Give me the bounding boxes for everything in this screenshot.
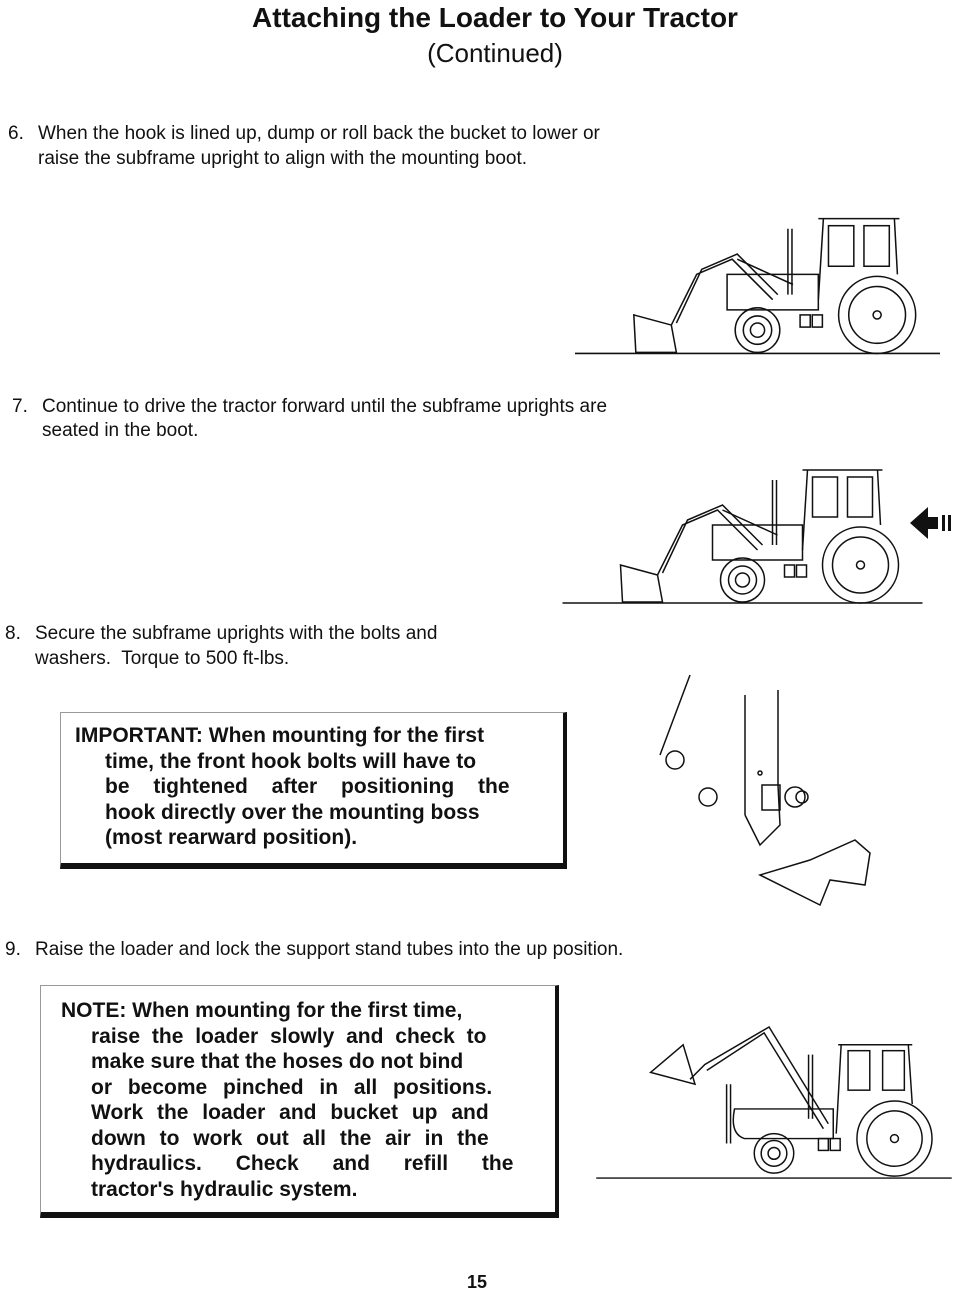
arrow-left-icon: [910, 505, 954, 541]
step-7: [12, 395, 712, 445]
step-9: [5, 938, 725, 966]
step-number: 7.: [12, 396, 28, 417]
note-line: tractor's hydraulic system.: [91, 1177, 358, 1201]
important-callout: [60, 712, 567, 869]
step-text: seated in the boot.: [42, 420, 199, 441]
step-6: [8, 122, 708, 172]
important-line: time, the front hook bolts will have to: [105, 749, 477, 773]
step-text: Raise the loader and lock the support stand tubes into the up position.: [35, 939, 624, 960]
page-subtitle: (Continued): [427, 38, 563, 68]
tractor-seated-in-boot-figure: [560, 465, 925, 605]
step-number: 8.: [5, 623, 21, 644]
note-line: NOTE: When mounting for the first time,: [61, 999, 463, 1022]
page-number: 15: [466, 1272, 488, 1292]
step-number: 6.: [8, 123, 24, 144]
important-line: IMPORTANT: When mounting for the first: [75, 724, 485, 747]
note-line: make sure that the hoses do not bind: [91, 1050, 464, 1073]
note-line: raise the loader slowly and check to: [91, 1024, 487, 1048]
tractor-bucket-lowered-figure: [575, 212, 940, 357]
note-line: or become pinched in all positions.: [91, 1075, 493, 1099]
step-text: Continue to drive the tractor forward until the subframe uprights are: [42, 396, 608, 417]
important-line: be tightened after positioning the: [105, 775, 510, 798]
note-line: Work the loader and bucket up and: [91, 1101, 489, 1124]
note-callout: [40, 985, 559, 1218]
step-8: [5, 622, 525, 672]
note-line: down to work out all the air in the: [91, 1126, 489, 1150]
step-text: Secure the subframe uprights with the bolts and: [35, 623, 438, 644]
important-line: (most rearward position).: [105, 826, 358, 849]
step-number: 9.: [5, 939, 21, 960]
step-text: washers. Torque to 500 ft-lbs.: [35, 648, 290, 669]
note-line: hydraulics. Check and refill the: [91, 1152, 514, 1175]
hook-and-boss-detail-figure: [650, 675, 880, 915]
tractor-loader-raised-figure: [595, 1025, 953, 1183]
important-line: hook directly over the mounting boss: [105, 800, 480, 824]
step-text: When the hook is lined up, dump or roll back the bucket to lower or: [38, 123, 600, 144]
step-text: raise the subframe upright to align with the mounting boot.: [38, 148, 528, 169]
page-title: Attaching the Loader to Your Tractor: [252, 2, 738, 33]
